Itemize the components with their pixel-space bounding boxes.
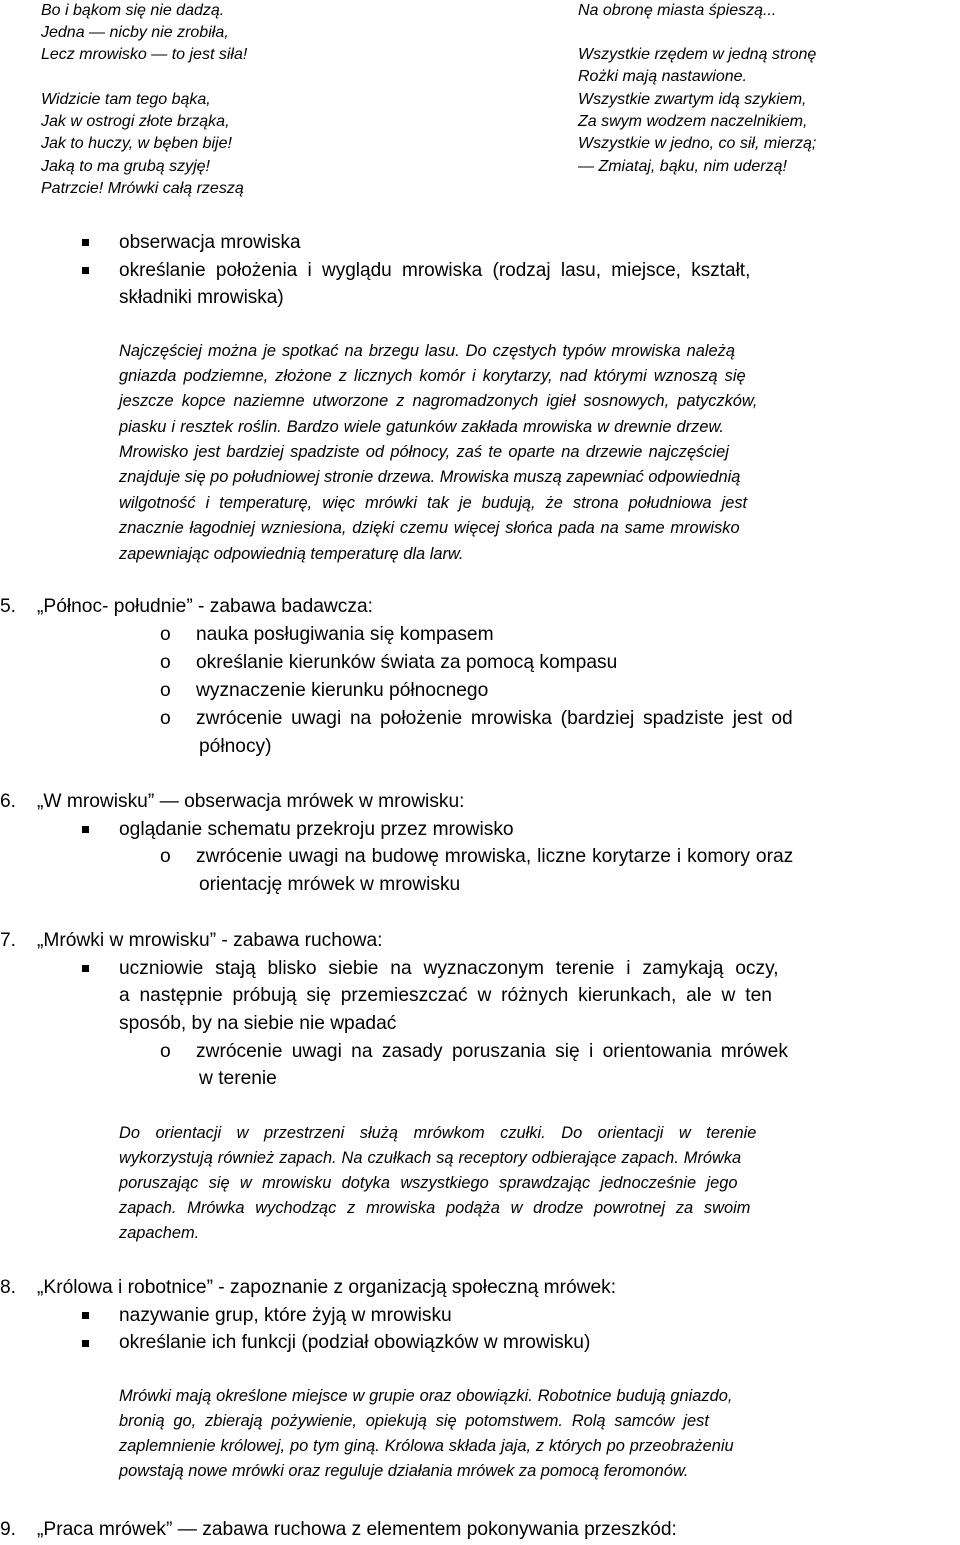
poem-line: Wszystkie w jedno, co sił, mierzą; <box>578 135 817 152</box>
bullet-text: sposób, by na siebie nie wpadać <box>119 1013 397 1034</box>
section-title: „W mrowisku” — obserwacja mrówek w mrowisku: <box>37 791 465 812</box>
section-number: 6. <box>0 791 17 812</box>
square-bullet-icon <box>82 1340 89 1347</box>
list-marker: o <box>160 680 171 701</box>
square-bullet-icon <box>82 267 89 274</box>
section-number: 9. <box>0 1519 17 1540</box>
para-line: wilgotność i temperaturę, więc mrówki tak je budują, że strona południowa jest <box>119 494 748 512</box>
list-marker: o <box>160 624 171 645</box>
square-bullet-icon <box>82 826 89 833</box>
para-line: poruszając się w mrowisku dotyka wszystkiego sprawdzając jednocześnie jego <box>119 1174 738 1192</box>
section-title: „Praca mrówek” — zabawa ruchowa z elementem pokonywania przeszkód: <box>37 1519 677 1540</box>
section-number: 7. <box>0 930 17 951</box>
list-item: zwrócenie uwagi na budowę mrowiska, liczne korytarze i komory oraz <box>196 846 794 867</box>
list-item: zwrócenie uwagi na zasady poruszania się i orientowania mrówek <box>196 1041 788 1062</box>
poem-line: Wszystkie zwartym idą szykiem, <box>578 91 807 108</box>
section-title: „Mrówki w mrowisku” - zabawa ruchowa: <box>37 930 383 951</box>
poem-line: Bo i bąkom się nie dadzą. <box>41 2 225 19</box>
list-item-cont: w terenie <box>199 1068 277 1089</box>
poem-line: — Zmiataj, bąku, nim uderzą! <box>578 158 787 175</box>
bullet-text: określanie ich funkcji (podział obowiązków w mrowisku) <box>119 1332 591 1353</box>
list-item-cont: orientację mrówek w mrowisku <box>199 874 461 895</box>
square-bullet-icon <box>82 1312 89 1319</box>
list-marker: o <box>160 1041 171 1062</box>
bullet-text: a następnie próbują się przemieszczać w różnych kierunkach, ale w ten <box>119 985 772 1006</box>
para-line: zapewniając odpowiednią temperaturę dla larw. <box>119 545 464 563</box>
para-line: zapachem. <box>119 1224 200 1242</box>
list-item: nauka posługiwania się kompasem <box>196 624 494 645</box>
list-item: wyznaczenie kierunku północnego <box>196 680 489 701</box>
section-title: „Królowa i robotnice” - zapoznanie z organizacją społeczną mrówek: <box>37 1277 617 1298</box>
list-marker: o <box>160 652 171 673</box>
para-line: powstają nowe mrówki oraz reguluje działania mrówek za pomocą feromonów. <box>119 1462 689 1480</box>
square-bullet-icon <box>82 965 89 972</box>
para-line: znacznie łagodniej wzniesiona, dzięki czemu więcej słońca pada na same mrowisko <box>119 519 740 537</box>
section-number: 8. <box>0 1277 17 1298</box>
para-line: Do orientacji w przestrzeni służą mrówkom czułki. Do orientacji w terenie <box>119 1124 757 1142</box>
para-line: znajduje się po południowej stronie drzewa. Mrowiska muszą zapewniać odpowiednią <box>119 468 741 486</box>
square-bullet-icon <box>82 239 89 246</box>
para-line: Najczęściej można je spotkać na brzegu lasu. Do częstych typów mrowiska należą <box>119 342 735 360</box>
list-item: określanie kierunków świata za pomocą kompasu <box>196 652 618 673</box>
para-line: jeszcze kopce naziemne utworzone z nagromadzonych igieł sosnowych, patyczków, <box>119 392 758 410</box>
list-item: zwrócenie uwagi na położenie mrowiska (bardziej spadziste jest od <box>196 708 793 729</box>
poem-line: Jedna — nicby nie zrobiła, <box>41 24 229 41</box>
para-line: wykorzystują również zapach. Na czułkach są receptory odbierające zapach. Mrówka <box>119 1149 742 1167</box>
poem-line: Widzicie tam tego bąka, <box>41 91 211 108</box>
para-line: zapach. Mrówka wychodząc z mrowiska podąża w drodze powrotnej za swoim <box>119 1199 751 1217</box>
list-item-cont: północy) <box>199 736 272 757</box>
poem-line: Jak w ostrogi złote brząka, <box>41 113 230 130</box>
para-line: bronią go, zbierają pożywienie, opiekują się potomstwem. Rolą samców jest <box>119 1412 709 1430</box>
section-title: „Północ- południe” - zabawa badawcza: <box>37 596 373 617</box>
para-line: Mrówki mają określone miejsce w grupie oraz obowiązki. Robotnice budują gniazdo, <box>119 1387 733 1405</box>
poem-line: Za swym wodzem naczelnikiem, <box>578 113 808 130</box>
poem-line: Patrzcie! Mrówki całą rzeszą <box>41 180 244 197</box>
section-number: 5. <box>0 596 17 617</box>
bullet-text <box>119 260 955 282</box>
para-line: Mrowisko jest bardziej spadziste od północy, zaś te oparte na drzewie najczęściej <box>119 443 729 461</box>
bullet-text: nazywanie grup, które żyją w mrowisku <box>119 1305 452 1326</box>
poem-line: Na obronę miasta śpieszą... <box>578 2 777 19</box>
bullet-text: uczniowie stają blisko siebie na wyznaczonym terenie i zamykają oczy, <box>119 958 779 979</box>
para-line: piasku i resztek roślin. Bardzo wiele gatunków zakłada mrowiska w drewnie drzew. <box>119 418 724 436</box>
list-marker: o <box>160 846 171 867</box>
list-marker: o <box>160 708 171 729</box>
poem-line: Jaką to ma grubą szyję! <box>41 158 210 175</box>
bullet-text-line: określanie położenia i wyglądu mrowiska (rodzaj lasu, miejsce, kształt, <box>119 260 751 281</box>
bullet-text: obserwacja mrowiska <box>119 232 301 253</box>
poem-line: Lecz mrowisko — to jest siła! <box>41 46 248 63</box>
poem-line: Jak to huczy, w bęben bije! <box>41 135 232 152</box>
para-line: gniazda podziemne, złożone z licznych komór i korytarzy, nad którymi wznoszą się <box>119 367 746 385</box>
para-line: zaplemnienie królowej, po tym giną. Królowa składa jaja, z których po przeobrażeniu <box>119 1437 734 1455</box>
poem-line: Rożki mają nastawione. <box>578 68 747 85</box>
bullet-text: składniki mrowiska) <box>119 287 284 308</box>
poem-line: Wszystkie rzędem w jedną stronę <box>578 46 817 63</box>
bullet-text: oglądanie schematu przekroju przez mrowisko <box>119 819 514 840</box>
